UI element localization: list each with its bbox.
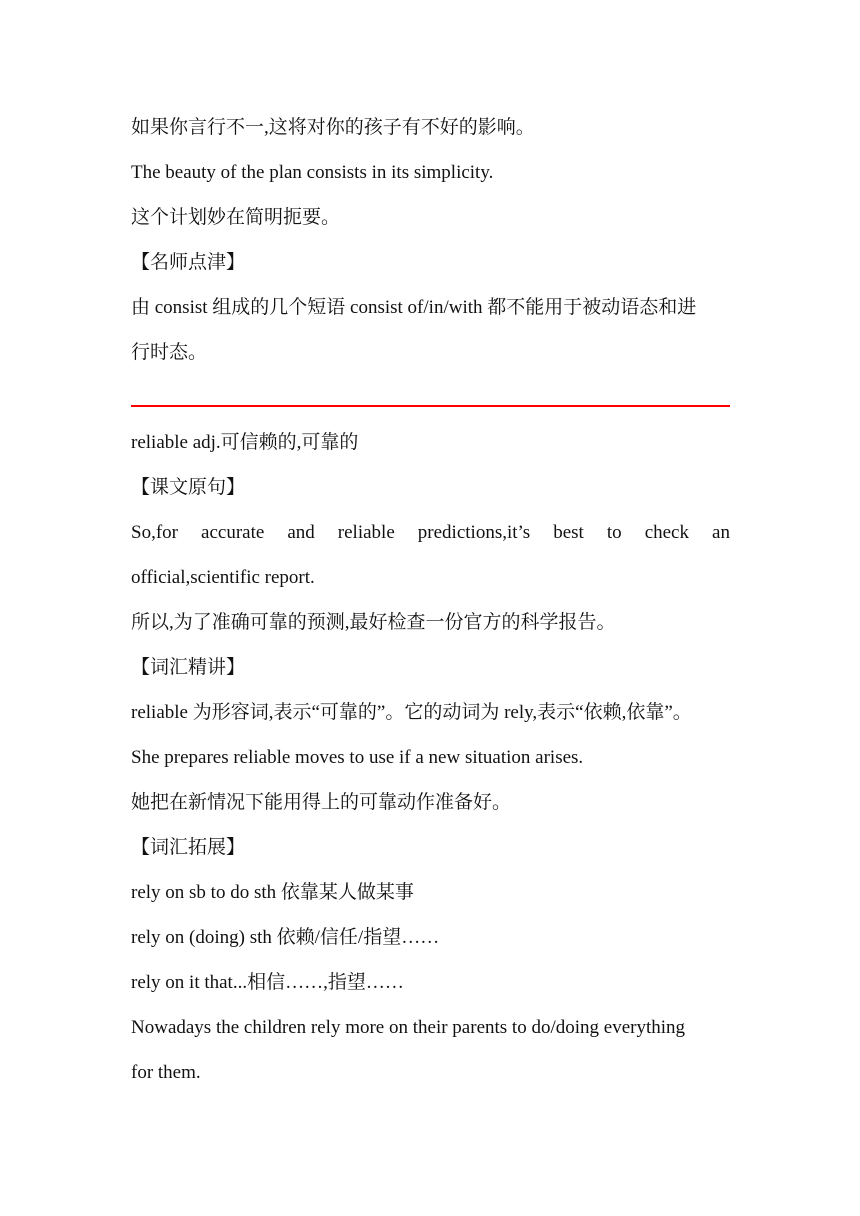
tips-heading: 【名师点津】 bbox=[131, 252, 246, 273]
extension-phrase-1: rely on sb to do sth 依靠某人做某事 bbox=[131, 882, 414, 903]
tips-text-line-2: 行时态。 bbox=[131, 342, 208, 363]
original-word: an bbox=[712, 522, 730, 543]
explanation-example-chinese: 她把在新情况下能用得上的可靠动作准备好。 bbox=[131, 792, 512, 813]
chinese-example-sentence: 如果你言行不一,这将对你的孩子有不好的影响。 bbox=[131, 117, 535, 138]
original-sentence-line-1 bbox=[131, 521, 730, 545]
original-word: So,for bbox=[131, 522, 178, 543]
vocabulary-explanation-heading: 【词汇精讲】 bbox=[131, 657, 246, 678]
section-divider bbox=[131, 405, 730, 407]
original-sentence-heading: 【课文原句】 bbox=[131, 477, 246, 498]
original-word: to bbox=[606, 522, 622, 543]
explanation-example-english: She prepares reliable moves to use if a new situation arises. bbox=[131, 747, 584, 768]
extension-phrase-2: rely on (doing) sth 依赖/信任/指望…… bbox=[131, 927, 440, 948]
original-word: accurate bbox=[201, 522, 265, 543]
chinese-translation: 这个计划妙在简明扼要。 bbox=[131, 207, 341, 228]
original-word: and bbox=[287, 522, 315, 543]
final-example-line-2: for them. bbox=[131, 1062, 201, 1083]
original-word: reliable bbox=[337, 522, 395, 543]
original-sentence-translation: 所以,为了准确可靠的预测,最好检查一份官方的科学报告。 bbox=[131, 612, 616, 633]
extension-phrase-3: rely on it that...相信……,指望…… bbox=[131, 972, 404, 993]
vocabulary-extension-heading: 【词汇拓展】 bbox=[131, 837, 246, 858]
english-example-sentence: The beauty of the plan consists in its simplicity. bbox=[131, 162, 494, 183]
tips-text-line-1: 由 consist 组成的几个短语 consist of/in/with 都不能用于被动语态和进 bbox=[131, 297, 697, 318]
final-example-line-1: Nowadays the children rely more on their parents to do/doing everything bbox=[131, 1017, 686, 1038]
vocabulary-explanation-text: reliable 为形容词,表示“可靠的”。它的动词为 rely,表示“依赖,依靠”。 bbox=[131, 702, 692, 723]
original-word: predictions,it’s bbox=[417, 522, 531, 543]
headword-entry: reliable adj.可信赖的,可靠的 bbox=[131, 432, 359, 453]
original-word: check bbox=[644, 522, 689, 543]
original-sentence-line-2: official,scientific report. bbox=[131, 567, 315, 588]
original-word: best bbox=[553, 522, 584, 543]
